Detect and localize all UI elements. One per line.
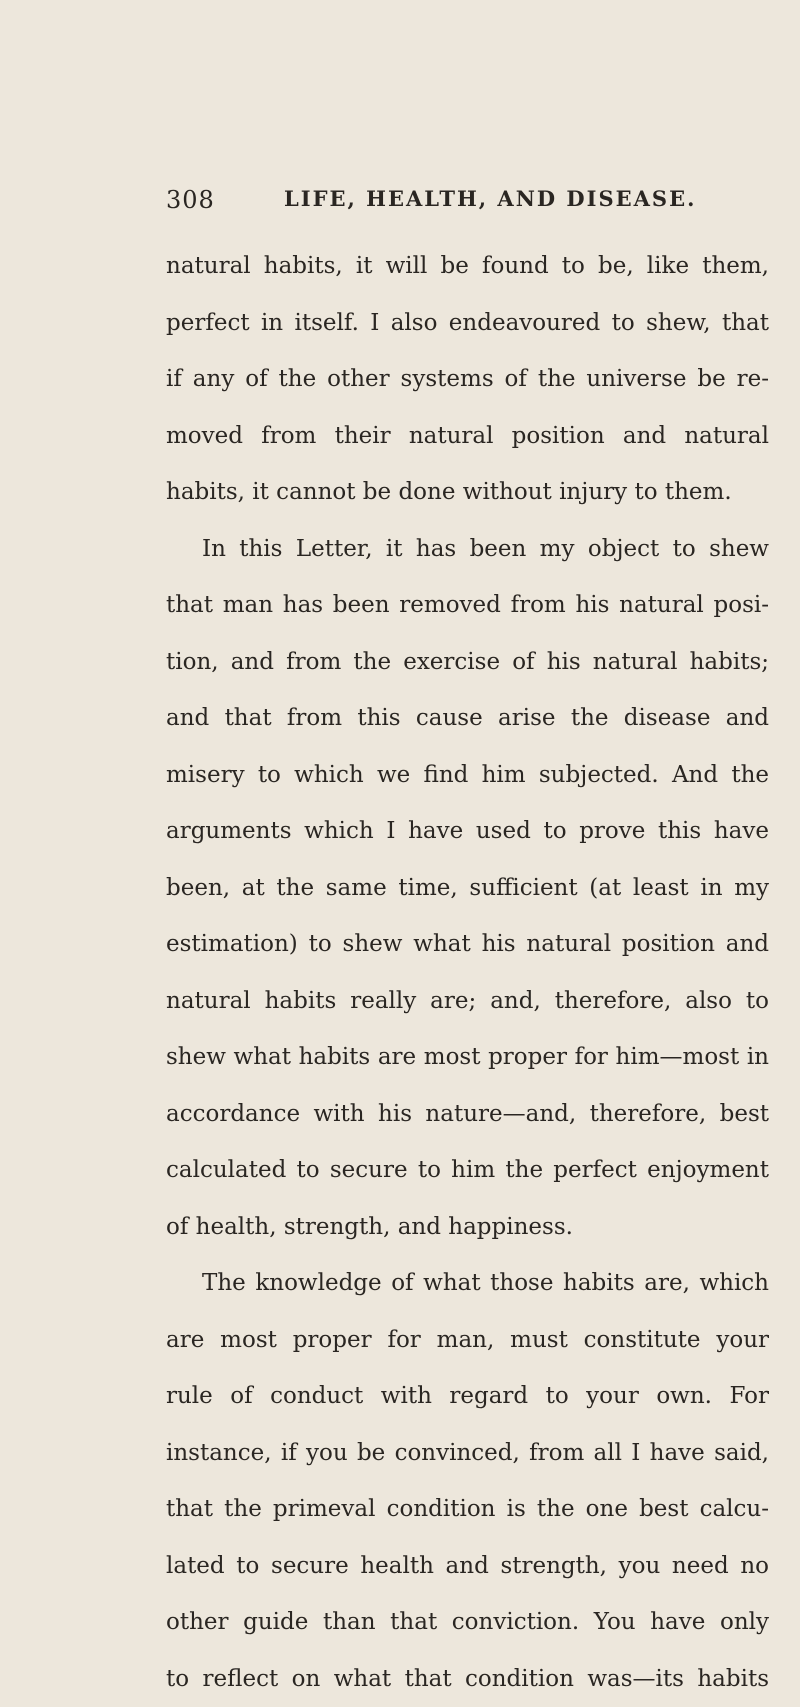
- text-line: misery to which we find him subjected. And the: [166, 747, 769, 804]
- text-line: natural habits really are; and, therefore, also to: [166, 973, 769, 1030]
- text-line: habits, it cannot be done without injury to them.: [166, 464, 769, 521]
- text-line: arguments which I have used to prove this have: [166, 803, 769, 860]
- text-line: if any of the other systems of the universe be re-: [166, 351, 769, 408]
- text-line: other guide than that conviction. You have only: [166, 1594, 769, 1651]
- text-line: In this Letter, it has been my object to shew: [166, 521, 769, 578]
- text-line: of health, strength, and happiness.: [166, 1199, 769, 1256]
- text-line: tion, and from the exercise of his natural habits;: [166, 634, 769, 691]
- text-line: estimation) to shew what his natural position and: [166, 916, 769, 973]
- text-line: perfect in itself. I also endeavoured to shew, that: [166, 295, 769, 352]
- text-line: shew what habits are most proper for him—most in: [166, 1029, 769, 1086]
- text-line: calculated to secure to him the perfect enjoyment: [166, 1142, 769, 1199]
- text-line: lated to secure health and strength, you need no: [166, 1538, 769, 1595]
- text-line: accordance with his nature—and, therefore, best: [166, 1086, 769, 1143]
- body-text: [166, 238, 769, 1707]
- text-line: and that from this cause arise the disease and: [166, 690, 769, 747]
- running-head: [166, 186, 766, 218]
- page-number: 308: [166, 186, 215, 214]
- text-line: instance, if you be convinced, from all I have said,: [166, 1425, 769, 1482]
- text-line: The knowledge of what those habits are, which: [166, 1255, 769, 1312]
- text-line: been, at the same time, sufficient (at least in my: [166, 860, 769, 917]
- text-line: rule of conduct with regard to your own. For: [166, 1368, 769, 1425]
- text-line: to reflect on what that condition was—its habits: [166, 1651, 769, 1707]
- text-line: are most proper for man, must constitute your: [166, 1312, 769, 1369]
- text-line: that the primeval condition is the one best calcu-: [166, 1481, 769, 1538]
- text-line: that man has been removed from his natural posi-: [166, 577, 769, 634]
- text-line: moved from their natural position and natural: [166, 408, 769, 465]
- text-line: natural habits, it will be found to be, like them,: [166, 238, 769, 295]
- running-title: LIFE, HEALTH, AND DISEASE.: [284, 186, 696, 211]
